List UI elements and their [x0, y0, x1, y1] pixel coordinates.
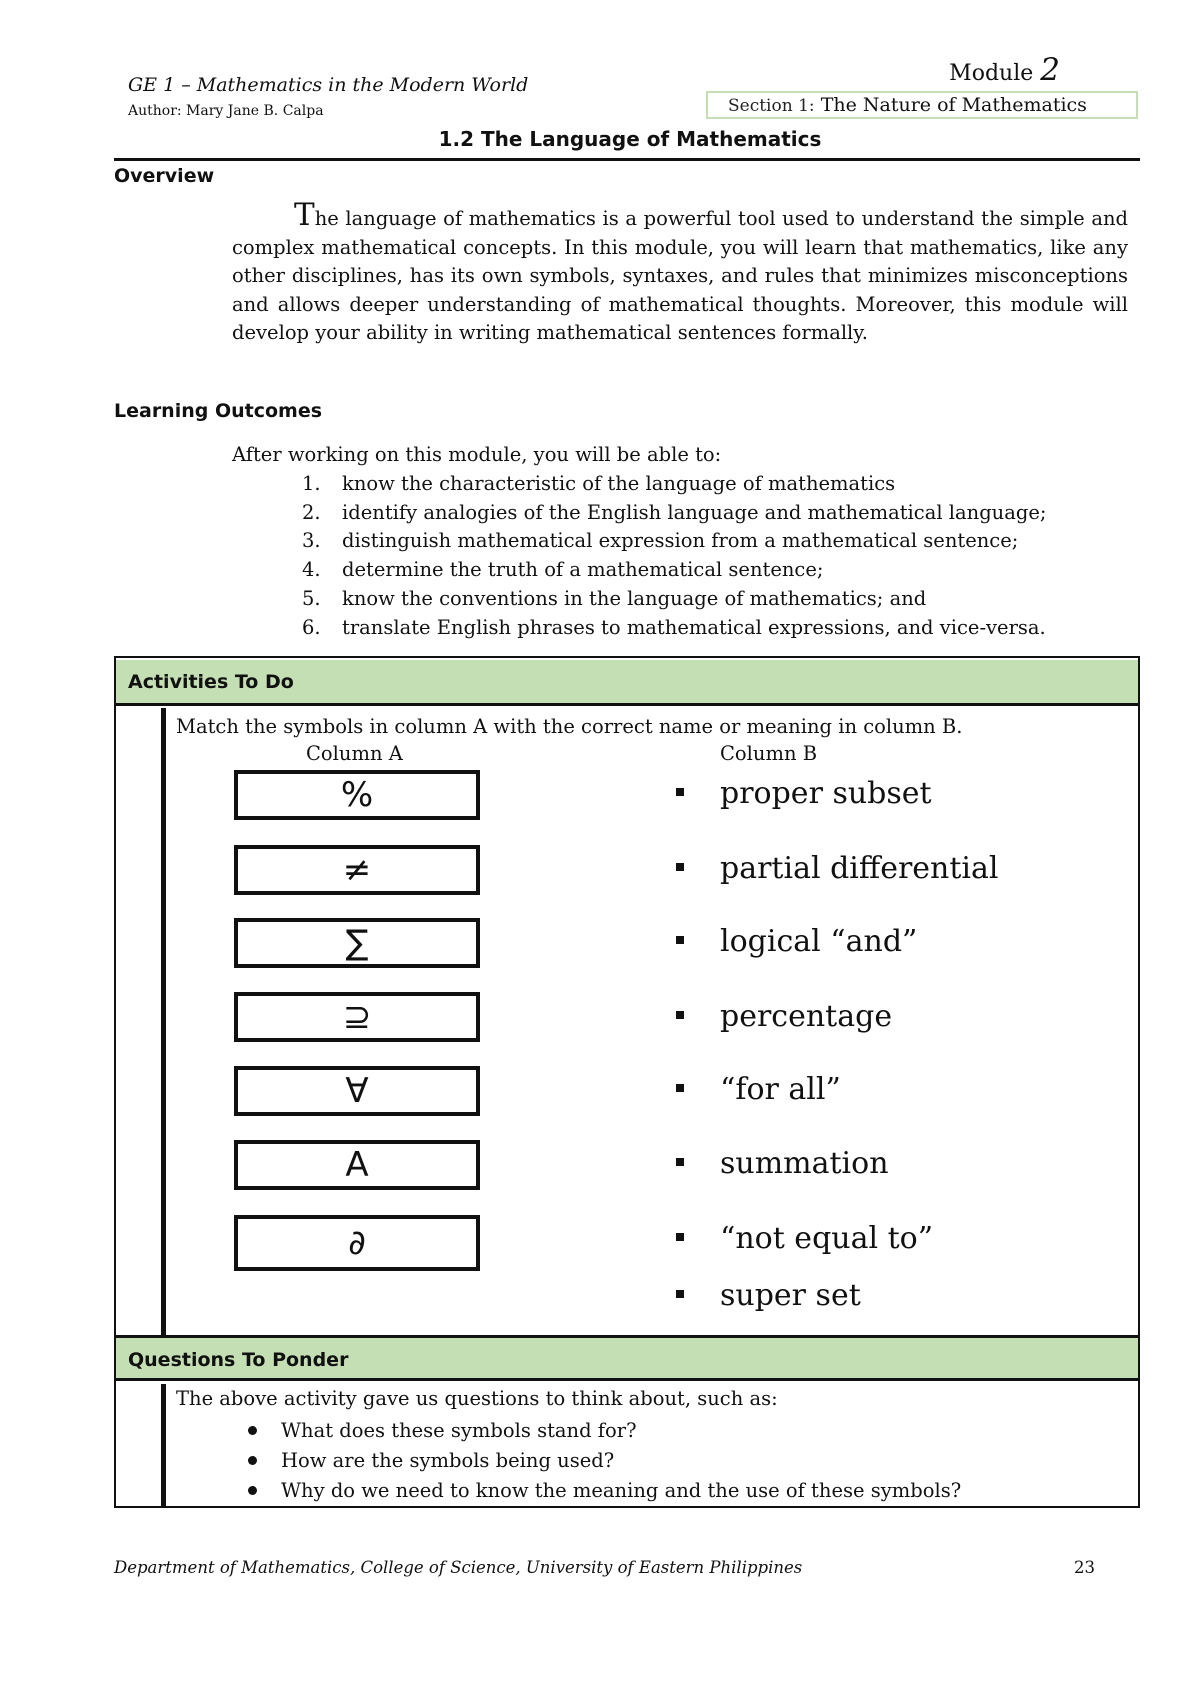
overview-text: he language of mathematics is a powerful tool used to understand the simple and complex mathematical concepts. In this module, you will learn that mathematics, like any other disciplines, has its own symbols, syntaxes, and rules that minimizes misconceptions and allows deeper understanding of mathematical thoughts. Moreover, this module will develop your ability in writing mathematical sentences formally.: [232, 207, 1128, 344]
outcome-number: 6.: [302, 615, 321, 639]
outcome-item: [302, 556, 1046, 585]
column-b-item: [676, 924, 917, 959]
outcome-number: 2.: [302, 500, 321, 524]
section-label: Section 1:: [728, 96, 815, 116]
module-word: Module: [949, 61, 1034, 86]
symbol-box-for-all: ∀: [234, 1066, 480, 1116]
column-b-text: proper subset: [720, 776, 932, 811]
outcome-item: [302, 470, 1046, 499]
symbol-box-not-equal: ≠: [234, 845, 480, 895]
symbol-box-summation: ∑: [234, 918, 480, 968]
square-bullet-icon: [676, 1011, 684, 1019]
square-bullet-icon: [676, 788, 684, 796]
column-b-item: [676, 1072, 841, 1107]
question-text: What does these symbols stand for?: [281, 1419, 637, 1442]
title-rule: [114, 158, 1140, 161]
column-b-item: [676, 999, 892, 1034]
outcome-item: [302, 527, 1046, 556]
outcomes-intro: After working on this module, you will be able to:: [232, 443, 722, 466]
bullet-dot-icon: [248, 1486, 257, 1495]
column-b-text: “for all”: [720, 1072, 841, 1107]
column-b-item: [676, 1221, 933, 1256]
section-title: The Nature of Mathematics: [820, 94, 1087, 116]
dropcap-letter: T: [294, 197, 315, 233]
symbol-box-superset: ⊇: [234, 992, 480, 1042]
outcome-item: [302, 585, 1046, 614]
footer-department: Department of Mathematics, College of Science, University of Eastern Philippines: [114, 1558, 803, 1577]
column-b-text: “not equal to”: [720, 1221, 934, 1256]
page-number: 23: [1074, 1558, 1095, 1577]
square-bullet-icon: [676, 936, 684, 944]
outcome-item: [302, 499, 1046, 528]
overview-heading: Overview: [114, 165, 215, 187]
square-bullet-icon: [676, 1233, 684, 1241]
lesson-title: 1.2 The Language of Mathematics: [438, 127, 822, 151]
square-bullet-icon: [676, 1084, 684, 1092]
column-b-item: [676, 1278, 861, 1313]
questions-list: [248, 1416, 961, 1506]
course-title: GE 1 – Mathematics in the Modern World: [128, 74, 529, 96]
outcome-number: 1.: [302, 472, 321, 495]
symbol-box-percent: %: [234, 770, 480, 820]
outcome-text: translate English phrases to mathematical expressions, and vice-versa.: [342, 615, 1046, 639]
author-line: Author: Mary Jane B. Calpa: [128, 103, 324, 119]
activity-instruction: Match the symbols in column A with the correct name or meaning in column B.: [176, 715, 963, 738]
outcomes-heading: Learning Outcomes: [114, 400, 323, 422]
column-b-text: logical “and”: [720, 924, 918, 959]
column-b-text: percentage: [720, 999, 893, 1034]
question-item: [248, 1416, 961, 1446]
overview-paragraph: [232, 197, 1128, 348]
bullet-dot-icon: [248, 1456, 257, 1465]
section-box: [706, 91, 1138, 119]
column-b-item: [676, 851, 999, 886]
activity-margin-bar: [161, 708, 166, 1335]
question-text: How are the symbols being used?: [281, 1449, 615, 1472]
square-bullet-icon: [676, 1290, 684, 1298]
outcome-number: 3.: [302, 529, 321, 553]
square-bullet-icon: [676, 1158, 684, 1166]
column-b-text: partial differential: [720, 851, 999, 886]
outcome-text: distinguish mathematical expression from a mathematical sentence;: [342, 529, 1019, 553]
questions-heading: Questions To Ponder: [116, 1335, 1138, 1381]
column-b-item: [676, 776, 932, 811]
questions-intro: The above activity gave us questions to think about, such as:: [176, 1387, 778, 1410]
symbol-box-letter-a: A: [234, 1140, 480, 1190]
questions-margin-bar: [161, 1384, 166, 1508]
outcome-item: [302, 614, 1046, 643]
outcomes-list: [302, 470, 1046, 642]
symbol-box-partial: ∂: [234, 1215, 480, 1271]
column-a-label: Column A: [306, 742, 403, 765]
outcome-number: 4.: [302, 558, 321, 582]
question-item: [248, 1446, 961, 1476]
module-label: [949, 52, 1060, 88]
outcome-text: determine the truth of a mathematical sentence;: [342, 558, 824, 582]
question-text: Why do we need to know the meaning and the use of these symbols?: [281, 1479, 962, 1502]
outcome-text: know the conventions in the language of mathematics; and: [342, 586, 927, 610]
column-b-item: [676, 1146, 889, 1181]
outcome-text: identify analogies of the English language and mathematical language;: [342, 500, 1047, 524]
outcome-number: 5.: [302, 586, 321, 610]
outcome-text: know the characteristic of the language of mathematics: [342, 472, 896, 495]
column-b-text: summation: [720, 1146, 889, 1181]
bullet-dot-icon: [248, 1426, 257, 1435]
module-number: 2: [1040, 52, 1060, 88]
square-bullet-icon: [676, 863, 684, 871]
question-item: [248, 1476, 961, 1506]
column-b-label: Column B: [720, 742, 818, 765]
column-b-text: super set: [720, 1278, 861, 1313]
activities-heading: Activities To Do: [116, 660, 1138, 706]
